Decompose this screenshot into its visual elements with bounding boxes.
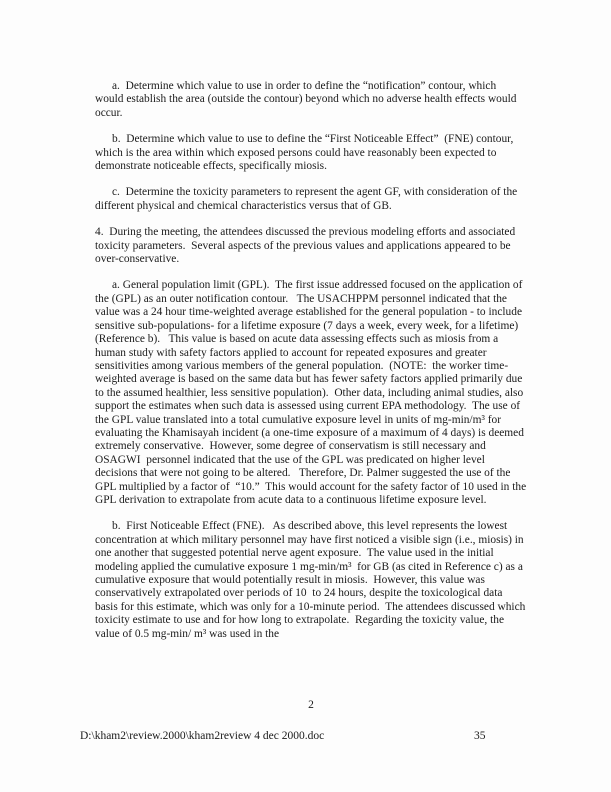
paragraph-4a-gpl: a. General population limit (GPL). The first issue addressed focused on the application of the (GPL) as an outer notification contour. The USACHPPM personnel indicated that the value was a 24 hour time-weighted average established for the general population - to include sensitive sub-populations- for a lifetime exposure (7 days a week, every week, for a lifetime) (Reference b). This value is based on acute data assessing effects such as miosis from a human study with safety factors applied to account for repeated exposures and greater sensitivities among various members of the general population. (NOTE: the worker time-weighted average is based on the same data but has fewer safety factors applied primarily due to the assumed healthier, less sensitive population). Other data, including animal studies, also support the estimates when such data is assessed using current EPA methodology. The use of the GPL value translated into a total cumulative exposure level in units of mg-min/m³ for evaluating the Khamisayah incident (a one-time exposure of a maximum of 4 days) is deemed extremely conservative. However, some degree of conservatism is still necessary and OSAGWI personnel indicated that the use of the GPL was predicated on higher level decisions that were not going to be altered. Therefore, Dr. Palmer suggested the use of the GPL multiplied by a factor of “10.” This would account for the safety factor of 10 used in the GPL derivation to extrapolate from acute data to a continuous lifetime exposure level. (95, 279, 530, 506)
document-body (95, 80, 530, 654)
footer-file-path: D:\kham2\review.2000\kham2review 4 dec 2000.doc (80, 730, 325, 742)
paragraph-4b-fne: b. First Noticeable Effect (FNE). As described above, this level represents the lowest concentration at which military personnel may have first noticed a visible sign (i.e., miosis) in one another that suggested potential nerve agent exposure. The value used in the initial modeling applied the cumulative exposure 1 mg-min/m³ for GB (as cited in Reference c) as a cumulative exposure that would potentially result in miosis. However, this value was conservatively extrapolated over periods of 10 to 24 hours, despite the toxicological data basis for this estimate, which was only for a 10-minute period. The attendees discussed which toxicity estimate to use and for how long to extrapolate. Regarding the toxicity value, the value of 0.5 mg-min/ m³ was used in the (95, 520, 529, 640)
paragraph-item-c: c. Determine the toxicity parameters to represent the agent GF, with consideration of the different physical and chemical characteristics versus that of GB. (95, 186, 521, 212)
footer-page-number: 35 (474, 730, 486, 742)
paragraph-4-intro: 4. During the meeting, the attendees discussed the previous modeling efforts and associated toxicity parameters. Several aspects of the previous values and applications appeared to be over-conservative. (95, 226, 519, 266)
page-number: 2 (308, 699, 314, 711)
paragraph-item-a: a. Determine which value to use in order to define the “notification” contour, which would establish the area (outside the contour) beyond which no adverse health effects would occur. (95, 80, 520, 119)
document-footer (0, 730, 611, 746)
paragraph-item-b: b. Determine which value to use to define the “First Noticeable Effect” (FNE) contour, which is the area within which exposed persons could have reasonably been expected to demonstrate noticeable effects, specifically miosis. (95, 133, 517, 173)
